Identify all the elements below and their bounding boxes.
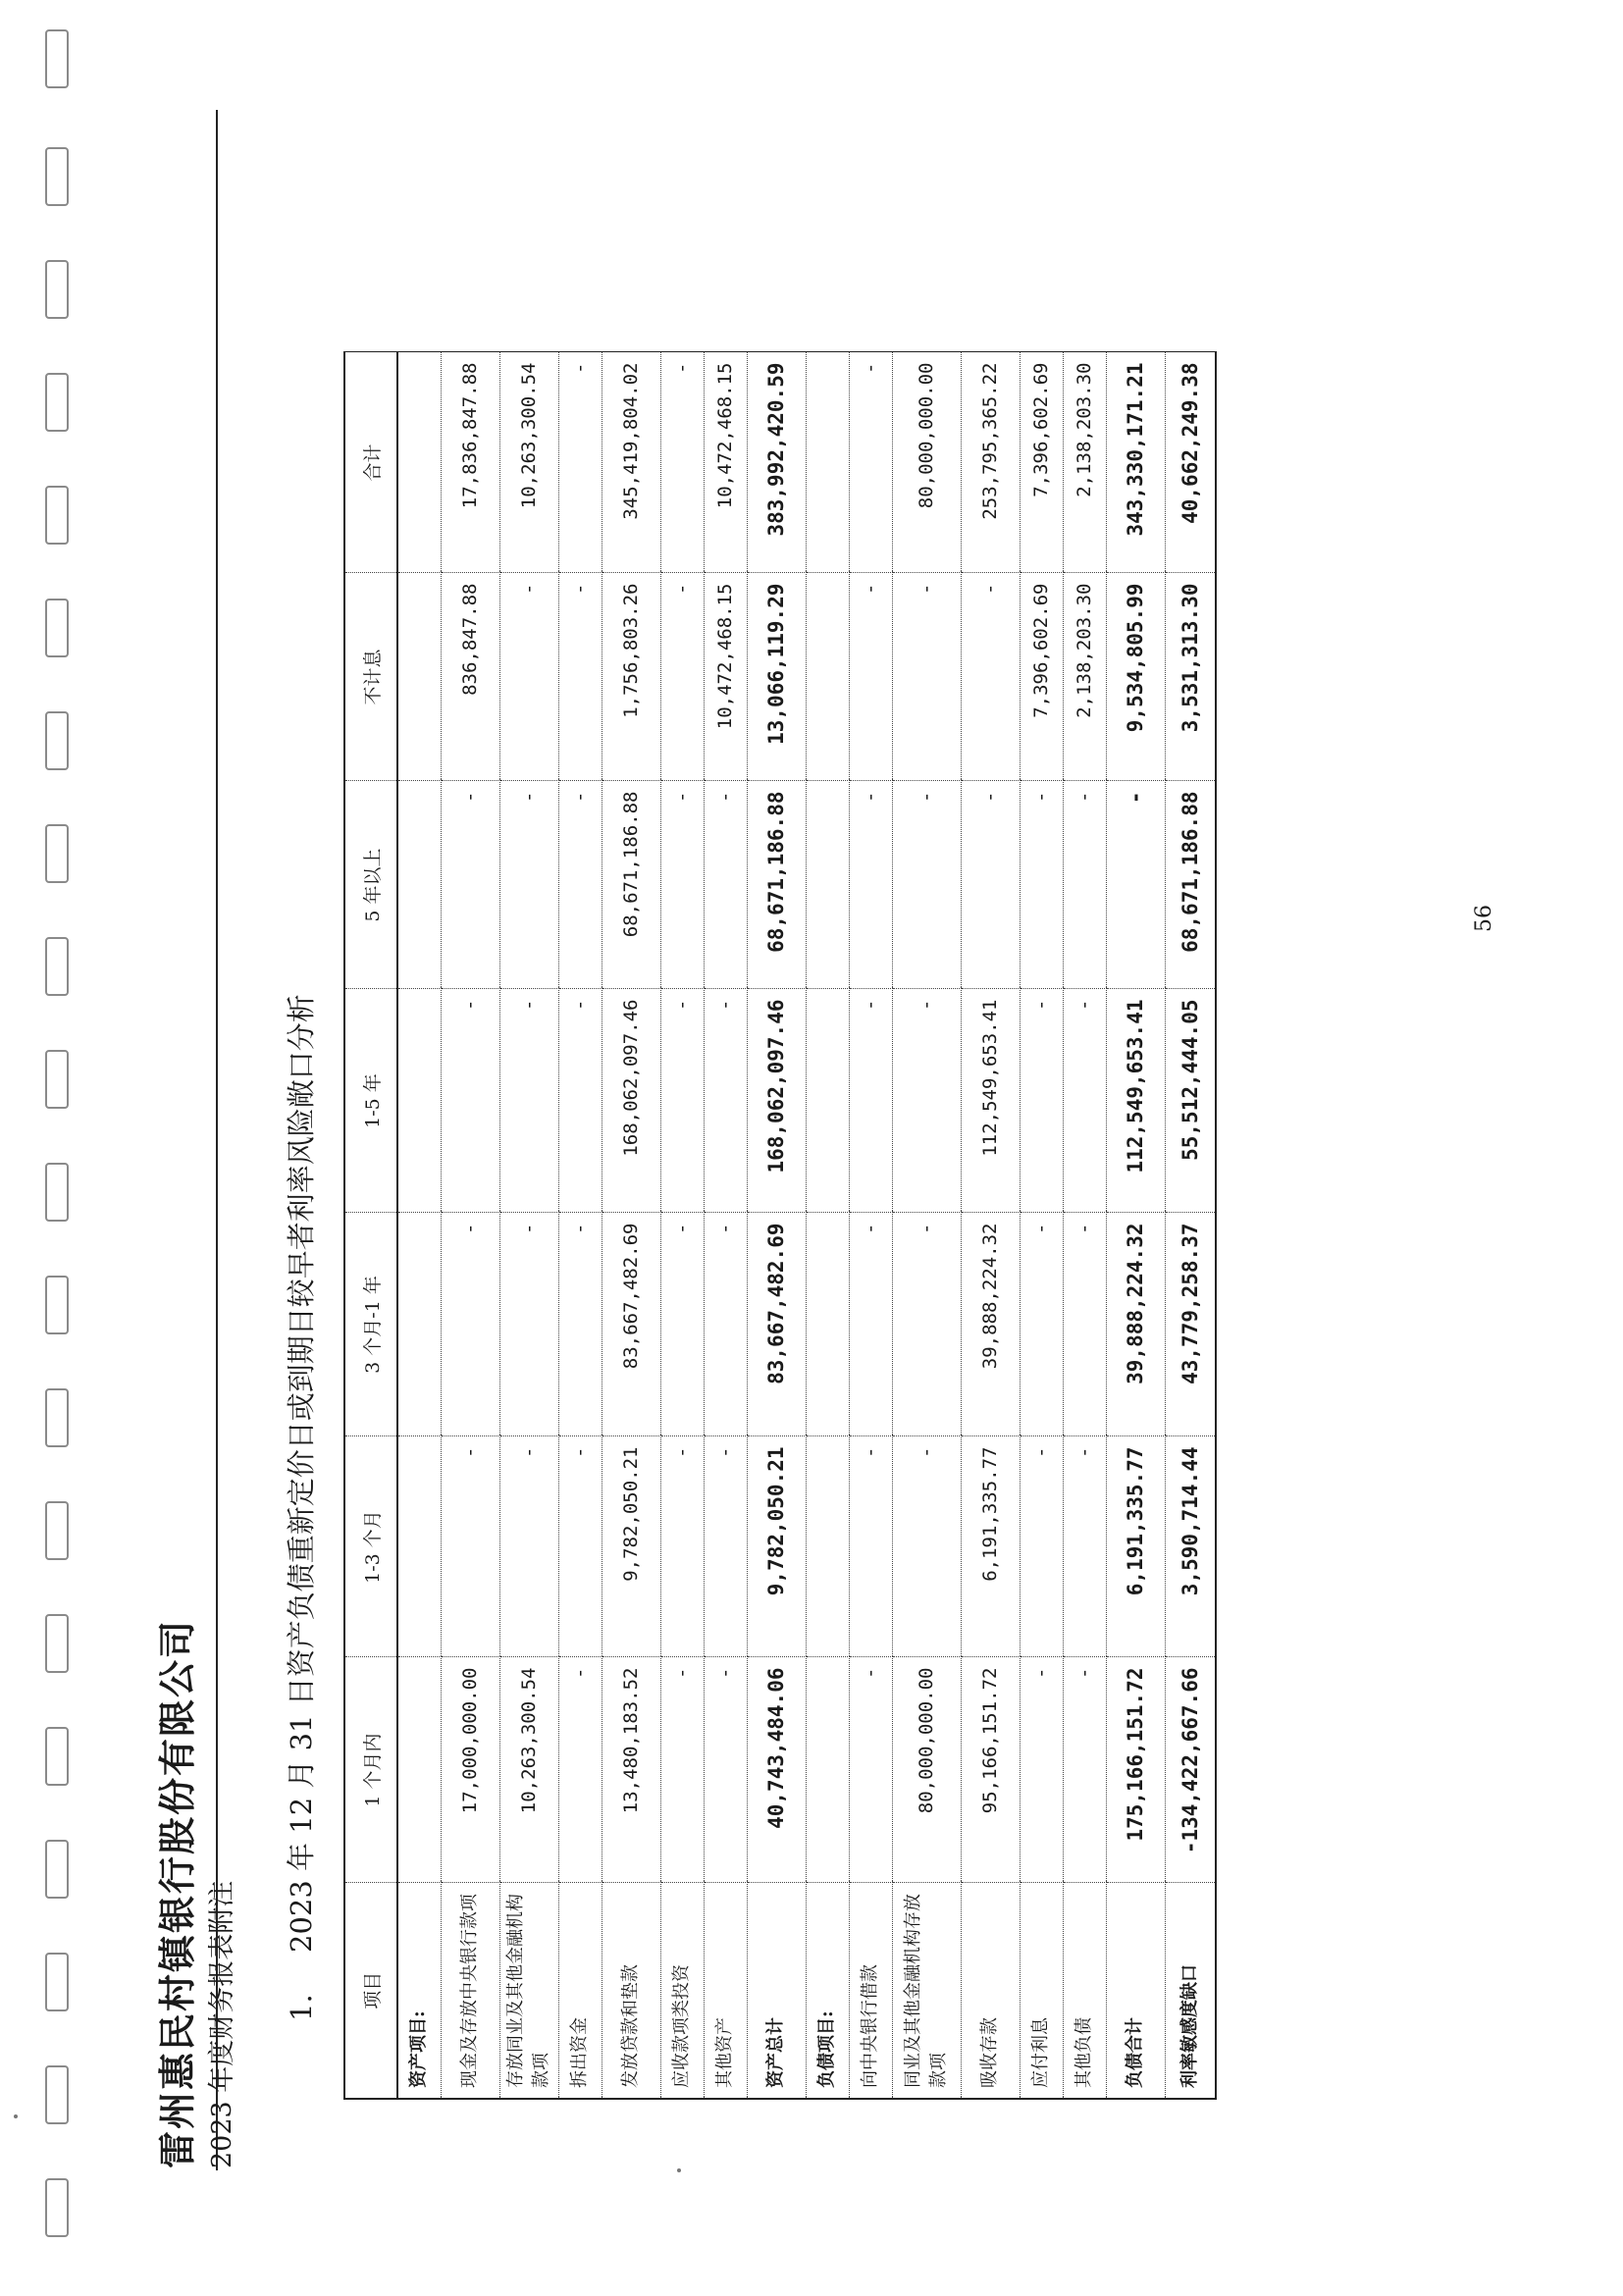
- row-label: 同业及其他金融机构存放款项: [892, 1883, 961, 2099]
- table-body: [397, 352, 1216, 2099]
- table-cell: [806, 573, 849, 781]
- table-cell: -: [558, 573, 602, 781]
- table-row: [704, 352, 747, 2099]
- table-cell: -: [849, 1436, 892, 1657]
- table-cell: 1,756,803.26: [602, 573, 660, 781]
- table-cell: 9,782,050.21: [747, 1436, 806, 1657]
- table-cell: 168,062,097.46: [602, 989, 660, 1213]
- table-cell: -: [499, 1213, 558, 1436]
- column-header: 1-5 年: [344, 989, 397, 1213]
- table-cell: -: [1020, 1657, 1063, 1883]
- table-cell: 343,330,171.21: [1106, 352, 1165, 573]
- row-label: 其他资产: [704, 1883, 747, 2099]
- column-header: 5 年以上: [344, 781, 397, 989]
- row-label: 其他负债: [1063, 1883, 1106, 2099]
- table-row: [961, 352, 1020, 2099]
- table-cell: 17,000,000.00: [441, 1657, 499, 1883]
- table-cell: 10,263,300.54: [499, 352, 558, 573]
- table-cell: 17,836,847.88: [441, 352, 499, 573]
- table-cell: -: [704, 1657, 747, 1883]
- table-cell: 80,000,000.00: [892, 352, 961, 573]
- table-cell: -: [660, 989, 704, 1213]
- section-heading: [280, 994, 320, 2021]
- table-cell: -: [1020, 989, 1063, 1213]
- table-cell: [806, 1657, 849, 1883]
- table-cell: 3,531,313.30: [1165, 573, 1216, 781]
- table-cell: 9,534,805.99: [1106, 573, 1165, 781]
- row-label: 吸收存款: [961, 1883, 1020, 2099]
- table-cell: 13,066,119.29: [747, 573, 806, 781]
- row-label: 存放同业及其他金融机构款项: [499, 1883, 558, 2099]
- table-cell: 95,166,151.72: [961, 1657, 1020, 1883]
- table-cell: -: [892, 1436, 961, 1657]
- table-cell: -: [499, 1436, 558, 1657]
- table-cell: -: [1020, 1213, 1063, 1436]
- table-cell: -: [1063, 781, 1106, 989]
- table-cell: -: [849, 1213, 892, 1436]
- row-label: 负债合计: [1106, 1883, 1165, 2099]
- row-label: 资产项目:: [397, 1883, 441, 2099]
- table-row: [558, 352, 602, 2099]
- table-cell: -: [558, 352, 602, 573]
- table-section-row: [806, 352, 849, 2099]
- table-cell: -: [704, 781, 747, 989]
- page-number: 56: [1472, 905, 1496, 932]
- table-cell: -: [558, 781, 602, 989]
- row-label: 应收款项类投资: [660, 1883, 704, 2099]
- table-row: [660, 352, 704, 2099]
- table-cell: 6,191,335.77: [1106, 1436, 1165, 1657]
- table-cell: 7,396,602.69: [1020, 352, 1063, 573]
- column-header: 1 个月内: [344, 1657, 397, 1883]
- table-total-row: [747, 352, 806, 2099]
- table-cell: 80,000,000.00: [892, 1657, 961, 1883]
- table-cell: 345,419,804.02: [602, 352, 660, 573]
- table-cell: [806, 781, 849, 989]
- table-cell: 40,743,484.06: [747, 1657, 806, 1883]
- table-cell: -: [704, 1213, 747, 1436]
- table-cell: -: [849, 1657, 892, 1883]
- table-cell: -: [558, 1657, 602, 1883]
- row-label: 负债项目:: [806, 1883, 849, 2099]
- table-cell: -: [660, 573, 704, 781]
- heading-text: 2023 年 12 月 31 日资产负债重新定价日或到期日较早者利率风险敞口分析: [285, 994, 318, 1953]
- table-cell: [397, 352, 441, 573]
- table-cell: -: [892, 989, 961, 1213]
- table-cell: -: [961, 781, 1020, 989]
- table-cell: -: [499, 573, 558, 781]
- table-cell: [806, 1436, 849, 1657]
- table-cell: -: [849, 989, 892, 1213]
- table-cell: -: [1106, 781, 1165, 989]
- table-row: [849, 352, 892, 2099]
- column-header: 1-3 个月: [344, 1436, 397, 1657]
- table-cell: -: [441, 989, 499, 1213]
- company-name: 雷州惠民村镇银行股份有限公司: [155, 1618, 199, 2168]
- table-cell: -: [441, 781, 499, 989]
- table-cell: -: [961, 573, 1020, 781]
- table-cell: -: [660, 781, 704, 989]
- table-cell: -: [558, 989, 602, 1213]
- table-cell: 175,166,151.72: [1106, 1657, 1165, 1883]
- table-cell: 13,480,183.52: [602, 1657, 660, 1883]
- table-cell: 6,191,335.77: [961, 1436, 1020, 1657]
- table-cell: -: [660, 1436, 704, 1657]
- table-cell: -: [892, 1213, 961, 1436]
- row-label: 拆出资金: [558, 1883, 602, 2099]
- table-cell: 2,138,203.30: [1063, 352, 1106, 573]
- table-cell: 168,062,097.46: [747, 989, 806, 1213]
- table-cell: -: [704, 1436, 747, 1657]
- table-cell: -: [1063, 1436, 1106, 1657]
- row-label: 利率敏感度缺口: [1165, 1883, 1216, 2099]
- table-cell: -: [499, 781, 558, 989]
- table-total-row: [1106, 352, 1165, 2099]
- table-cell: -134,422,667.66: [1165, 1657, 1216, 1883]
- table-cell: 40,662,249.38: [1165, 352, 1216, 573]
- table-cell: 39,888,224.32: [1106, 1213, 1165, 1436]
- table-cell: -: [704, 989, 747, 1213]
- table-cell: -: [1063, 1657, 1106, 1883]
- table-cell: 2,138,203.30: [1063, 573, 1106, 781]
- table-cell: [397, 989, 441, 1213]
- table-cell: [806, 352, 849, 573]
- table-row: [602, 352, 660, 2099]
- interest-rate-gap-table: [343, 352, 1217, 2101]
- table-cell: -: [558, 1436, 602, 1657]
- table-header-row: [344, 352, 397, 2099]
- column-header: 不计息: [344, 573, 397, 781]
- row-label: 应付利息: [1020, 1883, 1063, 2099]
- table-row: [892, 352, 961, 2099]
- table-cell: 836,847.88: [441, 573, 499, 781]
- table-cell: 112,549,653.41: [961, 989, 1020, 1213]
- table-cell: 68,671,186.88: [747, 781, 806, 989]
- column-header: 合计: [344, 352, 397, 573]
- table-cell: 55,512,444.05: [1165, 989, 1216, 1213]
- table-cell: -: [660, 352, 704, 573]
- row-label: 现金及存放中央银行款项: [441, 1883, 499, 2099]
- table-section-row: [397, 352, 441, 2099]
- table-row: [1020, 352, 1063, 2099]
- table-cell: 68,671,186.88: [602, 781, 660, 989]
- table-cell: [397, 1657, 441, 1883]
- table-cell: 9,782,050.21: [602, 1436, 660, 1657]
- table-cell: -: [660, 1657, 704, 1883]
- table-cell: 383,992,420.59: [747, 352, 806, 573]
- table-cell: 112,549,653.41: [1106, 989, 1165, 1213]
- table-cell: 68,671,186.88: [1165, 781, 1216, 989]
- table-row: [441, 352, 499, 2099]
- row-label: 向中央银行借款: [849, 1883, 892, 2099]
- table-cell: 10,472,468.15: [704, 573, 747, 781]
- table-cell: 3,590,714.44: [1165, 1436, 1216, 1657]
- table-cell: 253,795,365.22: [961, 352, 1020, 573]
- table-cell: -: [1020, 781, 1063, 989]
- table-cell: -: [849, 573, 892, 781]
- table-cell: 83,667,482.69: [602, 1213, 660, 1436]
- table-cell: -: [892, 573, 961, 781]
- table-cell: -: [1063, 1213, 1106, 1436]
- table-cell: 83,667,482.69: [747, 1213, 806, 1436]
- table-cell: [397, 1436, 441, 1657]
- table-row: [1063, 352, 1106, 2099]
- table-cell: [806, 1213, 849, 1436]
- report-subtitle: 2023 年度财务报表附注: [207, 1880, 237, 2168]
- table-row: [499, 352, 558, 2099]
- heading-number: 1.: [285, 1994, 318, 2021]
- table-cell: -: [849, 352, 892, 573]
- table-cell: -: [1020, 1436, 1063, 1657]
- table-cell: 10,263,300.54: [499, 1657, 558, 1883]
- table-cell: 10,472,468.15: [704, 352, 747, 573]
- table-cell: -: [499, 989, 558, 1213]
- table-cell: -: [849, 781, 892, 989]
- column-header: 3 个月-1 年: [344, 1213, 397, 1436]
- table-cell: [397, 573, 441, 781]
- table-cell: -: [660, 1213, 704, 1436]
- table-cell: -: [441, 1436, 499, 1657]
- table-cell: -: [1063, 989, 1106, 1213]
- column-header: 项目: [344, 1883, 397, 2099]
- table-cell: -: [892, 781, 961, 989]
- table-cell: 43,779,258.37: [1165, 1213, 1216, 1436]
- table-cell: -: [558, 1213, 602, 1436]
- table-cell: [397, 781, 441, 989]
- table-cell: [397, 1213, 441, 1436]
- table-cell: 39,888,224.32: [961, 1213, 1020, 1436]
- table-total-row: [1165, 352, 1216, 2099]
- header-rule: [216, 110, 218, 2170]
- table-cell: -: [441, 1213, 499, 1436]
- table-cell: [806, 989, 849, 1213]
- row-label: 发放贷款和垫款: [602, 1883, 660, 2099]
- row-label: 资产总计: [747, 1883, 806, 2099]
- table-cell: 7,396,602.69: [1020, 573, 1063, 781]
